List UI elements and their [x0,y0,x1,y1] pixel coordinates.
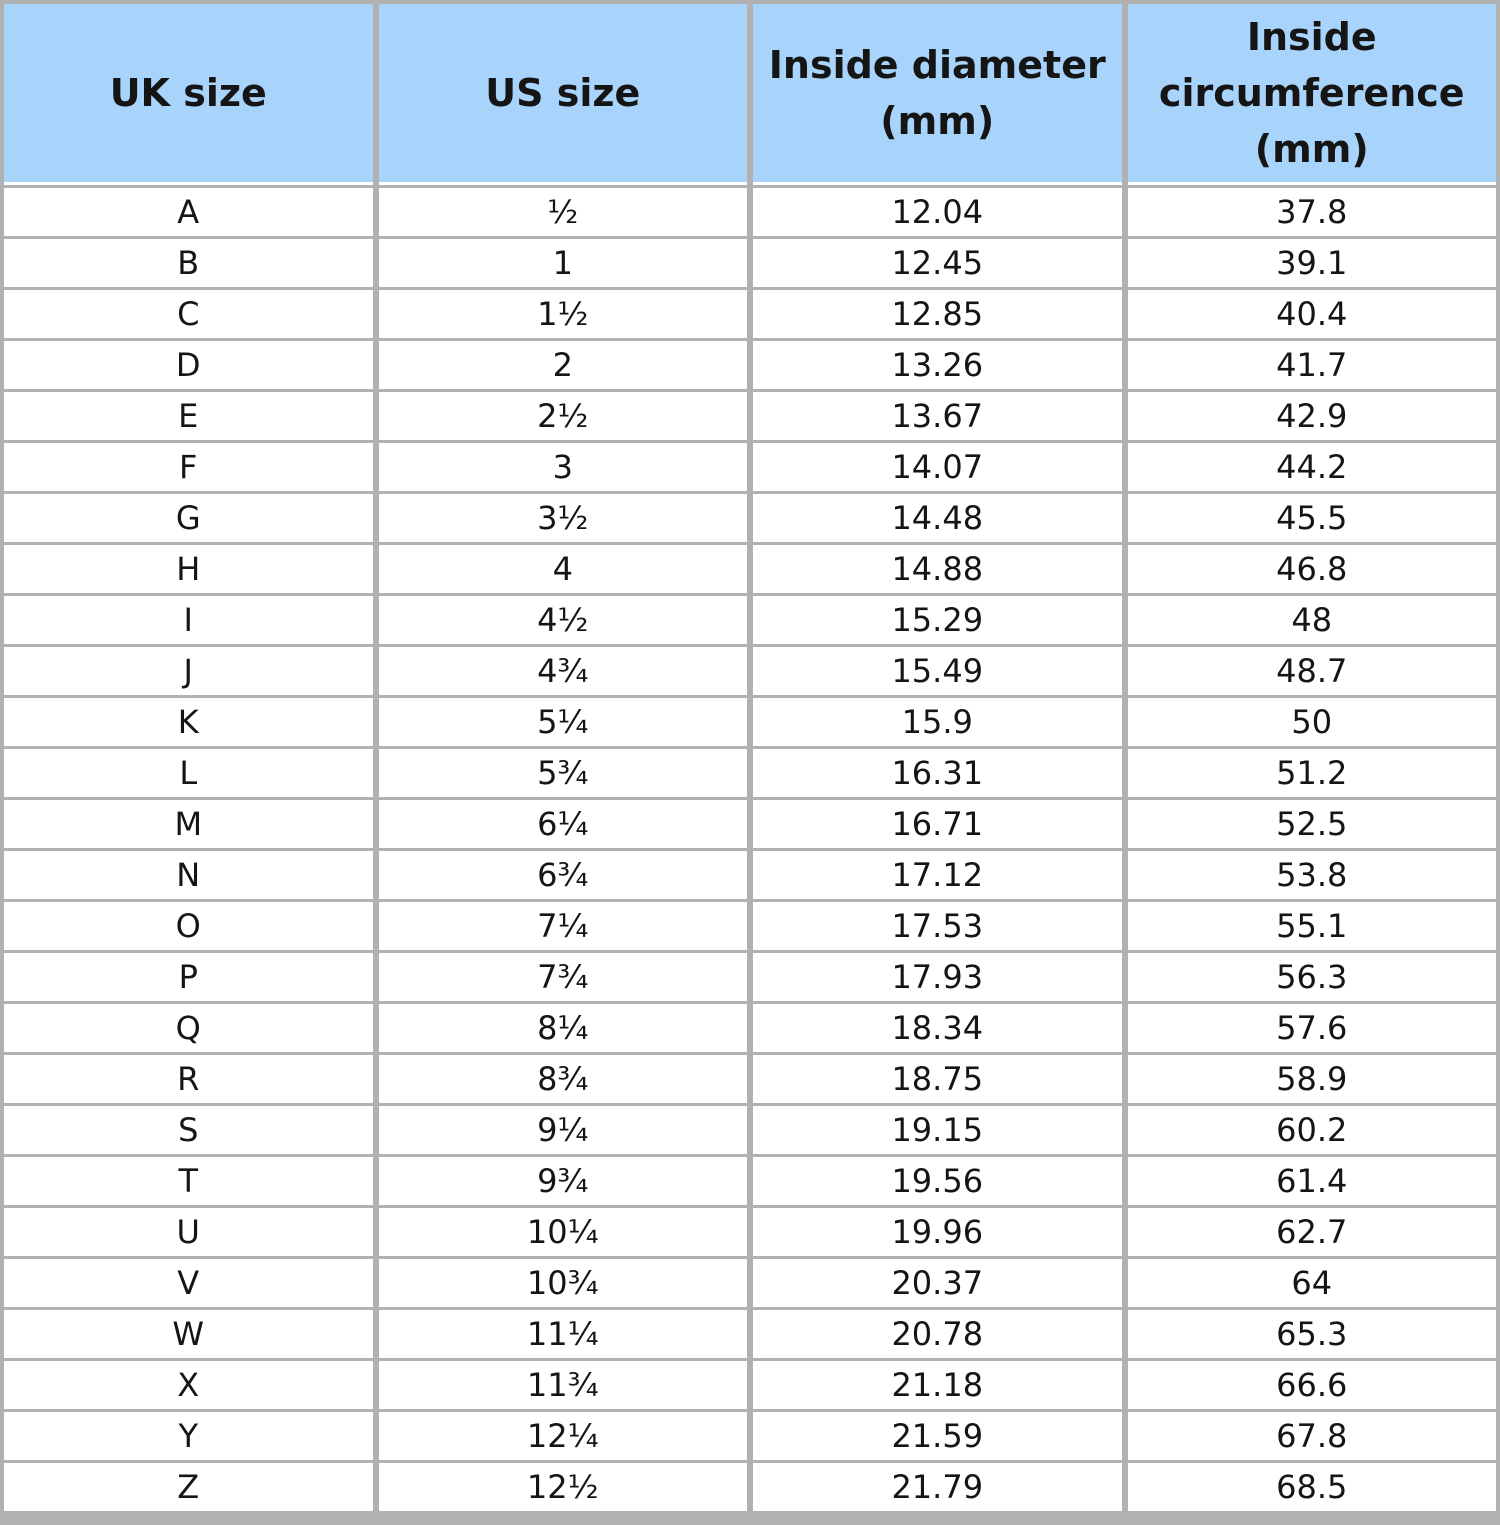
cell-us-size: 7¾ [379,953,748,1001]
cell-inside-circumference: 44.2 [1128,443,1497,491]
cell-inside-circumference: 68.5 [1128,1463,1497,1511]
header-uk-size [4,4,373,185]
cell-uk-size: D [4,341,373,389]
header-inside-diameter [753,4,1122,185]
cell-inside-circumference: 52.5 [1128,800,1497,848]
cell-us-size: 10¾ [379,1259,748,1307]
table-row [4,1412,1496,1460]
cell-inside-circumference: 56.3 [1128,953,1497,1001]
cell-inside-circumference: 58.9 [1128,1055,1497,1103]
cell-uk-size: I [4,596,373,644]
cell-uk-size: F [4,443,373,491]
cell-us-size: 3½ [379,494,748,542]
cell-us-size: 11¼ [379,1310,748,1358]
cell-uk-size: Y [4,1412,373,1460]
cell-inside-circumference: 57.6 [1128,1004,1497,1052]
cell-inside-circumference: 39.1 [1128,239,1497,287]
cell-inside-diameter: 12.04 [753,188,1122,236]
cell-uk-size: Q [4,1004,373,1052]
cell-us-size: 2½ [379,392,748,440]
table-row [4,188,1496,236]
cell-us-size: 9¾ [379,1157,748,1205]
header-circumference-line-2: circumference [1158,71,1465,115]
cell-uk-size: U [4,1208,373,1256]
table-row [4,239,1496,287]
cell-inside-diameter: 12.45 [753,239,1122,287]
cell-us-size: 12½ [379,1463,748,1511]
table-row [4,443,1496,491]
table-row [4,1208,1496,1256]
cell-uk-size: S [4,1106,373,1154]
header-us-size [379,4,748,185]
header-row [4,4,1496,185]
cell-inside-circumference: 60.2 [1128,1106,1497,1154]
cell-us-size: 3 [379,443,748,491]
cell-us-size: 4 [379,545,748,593]
table-row [4,1310,1496,1358]
cell-inside-diameter: 21.18 [753,1361,1122,1409]
cell-inside-diameter: 14.48 [753,494,1122,542]
table-row [4,290,1496,338]
cell-inside-circumference: 64 [1128,1259,1497,1307]
cell-inside-diameter: 18.75 [753,1055,1122,1103]
cell-us-size: 7¼ [379,902,748,950]
cell-inside-circumference: 55.1 [1128,902,1497,950]
cell-inside-circumference: 51.2 [1128,749,1497,797]
cell-uk-size: G [4,494,373,542]
cell-uk-size: K [4,698,373,746]
cell-us-size: 12¼ [379,1412,748,1460]
cell-us-size: 5¼ [379,698,748,746]
cell-inside-circumference: 45.5 [1128,494,1497,542]
cell-inside-circumference: 40.4 [1128,290,1497,338]
table-row [4,953,1496,1001]
cell-inside-circumference: 62.7 [1128,1208,1497,1256]
cell-us-size: 8¾ [379,1055,748,1103]
cell-us-size: 6¼ [379,800,748,848]
cell-inside-circumference: 67.8 [1128,1412,1497,1460]
cell-uk-size: T [4,1157,373,1205]
cell-inside-diameter: 16.71 [753,800,1122,848]
table-body [4,188,1496,1511]
cell-us-size: 11¾ [379,1361,748,1409]
cell-uk-size: N [4,851,373,899]
cell-inside-circumference: 65.3 [1128,1310,1497,1358]
cell-us-size: 8¼ [379,1004,748,1052]
table-row [4,1361,1496,1409]
cell-us-size: 9¼ [379,1106,748,1154]
cell-inside-diameter: 19.96 [753,1208,1122,1256]
header-inside-circumference [1128,4,1497,185]
table-row [4,392,1496,440]
cell-us-size: 5¾ [379,749,748,797]
cell-inside-diameter: 21.59 [753,1412,1122,1460]
table-row [4,1055,1496,1103]
table-row [4,698,1496,746]
table-row [4,1106,1496,1154]
header-diameter-line-2: (mm) [880,99,995,143]
cell-inside-circumference: 37.8 [1128,188,1497,236]
table-row [4,596,1496,644]
cell-inside-diameter: 20.78 [753,1310,1122,1358]
cell-uk-size: L [4,749,373,797]
cell-inside-diameter: 16.31 [753,749,1122,797]
cell-inside-circumference: 66.6 [1128,1361,1497,1409]
cell-inside-circumference: 48 [1128,596,1497,644]
cell-inside-diameter: 17.93 [753,953,1122,1001]
cell-inside-circumference: 48.7 [1128,647,1497,695]
table-row [4,545,1496,593]
cell-inside-circumference: 61.4 [1128,1157,1497,1205]
cell-uk-size: J [4,647,373,695]
table-row [4,749,1496,797]
cell-uk-size: H [4,545,373,593]
header-diameter-line-1: Inside diameter [768,43,1106,87]
table-row [4,1463,1496,1511]
cell-inside-circumference: 41.7 [1128,341,1497,389]
cell-uk-size: W [4,1310,373,1358]
cell-uk-size: Z [4,1463,373,1511]
cell-uk-size: X [4,1361,373,1409]
cell-us-size: 2 [379,341,748,389]
header-us-size-label: US size [485,71,641,115]
cell-uk-size: E [4,392,373,440]
cell-us-size: 10¼ [379,1208,748,1256]
cell-inside-diameter: 14.88 [753,545,1122,593]
cell-inside-diameter: 15.49 [753,647,1122,695]
cell-inside-diameter: 19.56 [753,1157,1122,1205]
cell-inside-diameter: 13.26 [753,341,1122,389]
cell-us-size: 1 [379,239,748,287]
table-row [4,800,1496,848]
header-circumference-line-1: Inside [1246,15,1377,59]
header-uk-size-label: UK size [109,71,267,115]
ring-size-table [0,1,1500,1514]
table-row [4,341,1496,389]
header-circumference-line-3: (mm) [1254,127,1369,171]
cell-us-size: 6¾ [379,851,748,899]
cell-inside-diameter: 15.29 [753,596,1122,644]
cell-inside-diameter: 18.34 [753,1004,1122,1052]
cell-inside-diameter: 14.07 [753,443,1122,491]
table-row [4,494,1496,542]
cell-inside-diameter: 21.79 [753,1463,1122,1511]
cell-inside-diameter: 13.67 [753,392,1122,440]
cell-inside-circumference: 53.8 [1128,851,1497,899]
cell-inside-diameter: 20.37 [753,1259,1122,1307]
table-row [4,1157,1496,1205]
table-row [4,647,1496,695]
cell-uk-size: O [4,902,373,950]
cell-uk-size: V [4,1259,373,1307]
cell-uk-size: R [4,1055,373,1103]
cell-uk-size: C [4,290,373,338]
cell-us-size: 4¾ [379,647,748,695]
cell-uk-size: M [4,800,373,848]
cell-uk-size: A [4,188,373,236]
cell-inside-circumference: 50 [1128,698,1497,746]
table-row [4,1259,1496,1307]
cell-us-size: 1½ [379,290,748,338]
cell-inside-diameter: 17.53 [753,902,1122,950]
cell-inside-circumference: 42.9 [1128,392,1497,440]
table-row [4,1004,1496,1052]
cell-uk-size: P [4,953,373,1001]
cell-inside-circumference: 46.8 [1128,545,1497,593]
table-row [4,902,1496,950]
table-row [4,851,1496,899]
cell-uk-size: B [4,239,373,287]
cell-inside-diameter: 17.12 [753,851,1122,899]
cell-inside-diameter: 15.9 [753,698,1122,746]
cell-us-size: 4½ [379,596,748,644]
cell-inside-diameter: 12.85 [753,290,1122,338]
cell-us-size: ½ [379,188,748,236]
cell-inside-diameter: 19.15 [753,1106,1122,1154]
